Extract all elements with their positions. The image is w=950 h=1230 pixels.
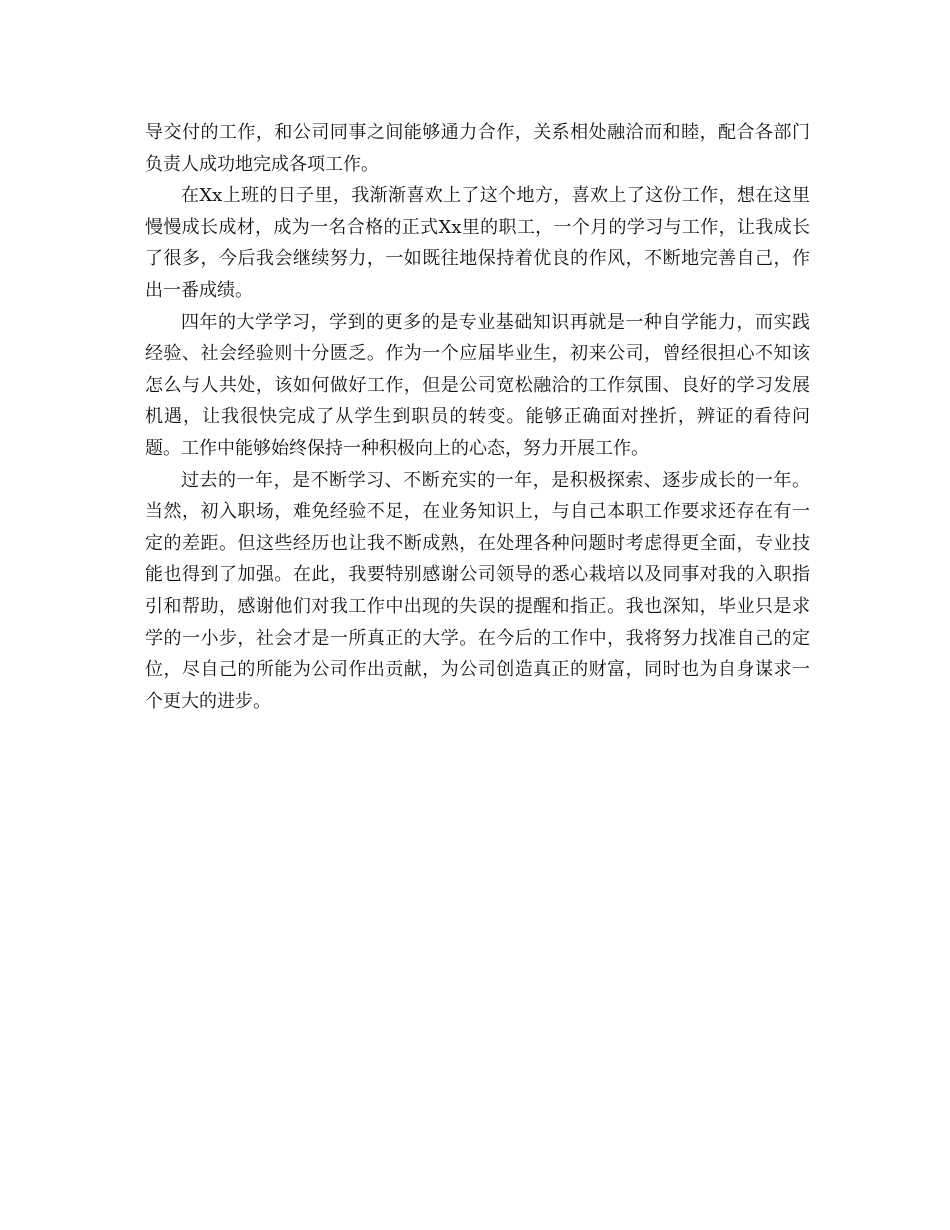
document-body (145, 117, 810, 717)
paragraph: 在Xx上班的日子里，我渐渐喜欢上了这个地方，喜欢上了这份工作，想在这里慢慢成长成材，成为一名合格的正式Xx里的职工，一个月的学习与工作，让我成长了很多，今后我会继续努力，一如既往地保持着优良的作风，不断地完善自己，作出一番成绩。 (145, 185, 810, 301)
paragraph: 四年的大学学习，学到的更多的是专业基础知识再就是一种自学能力，而实践经验、社会经验则十分匮乏。作为一个应届毕业生，初来公司，曾经很担心不知该怎么与人共处，该如何做好工作，但是公司宽松融洽的工作氛围、良好的学习发展机遇，让我很快完成了从学生到职员的转变。能够正确面对挫折，辨证的看待问题。工作中能够始终保持一种积极向上的心态，努力开展工作。 (145, 311, 810, 459)
paragraph: 过去的一年，是不断学习、不断充实的一年，是积极探索、逐步成长的一年。当然，初入职场，难免经验不足，在业务知识上，与自己本职工作要求还存在有一定的差距。但这些经历也让我不断成熟，在处理各种问题时考虑得更全面，专业技能也得到了加强。在此，我要特别感谢公司领导的悉心栽培以及同事对我的入职指引和帮助，感谢他们对我工作中出现的失误的提醒和指正。我也深知，毕业只是求学的一小步，社会才是一所真正的大学。在今后的工作中，我将努力找准自己的定位，尽自己的所能为公司作出贡献，为公司创造真正的财富，同时也为自身谋求一个更大的进步。 (145, 469, 810, 712)
paragraph-continued: 导交付的工作，和公司同事之间能够通力合作，关系相处融洽而和睦，配合各部门负责人成功地完成各项工作。 (145, 122, 810, 175)
